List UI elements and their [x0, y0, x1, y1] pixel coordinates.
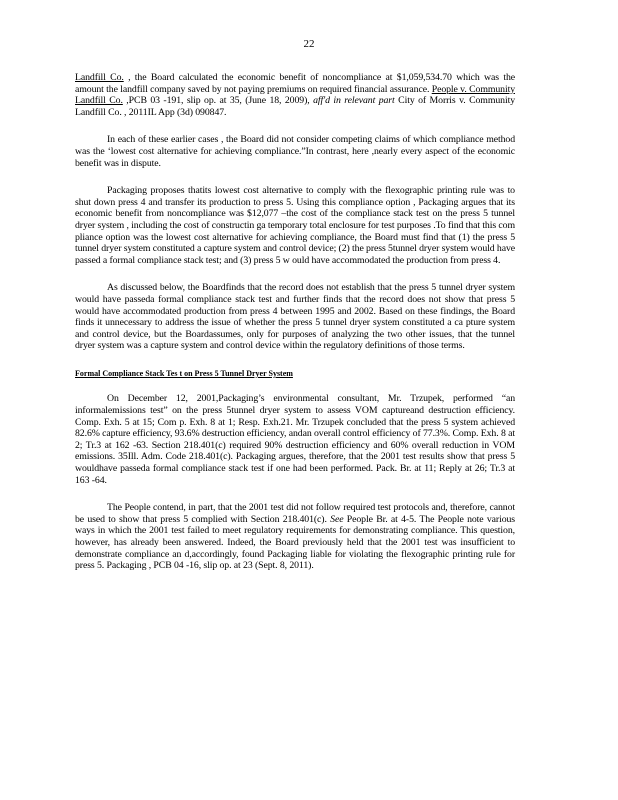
text-run: On December 12, 2001,Packaging’s environmental consultant, Mr. Trzupek, performed “an informalemissions test” on the press 5tunnel dryer system to assess VOM captureand destruction efficiency. Comp. Exh. 5 at 15; Com p. Exh. 8 at 1; Resp. Exh.21. Mr. Trzupek concluded that the press 5 system achieved 82.6% capture efficiency, 93.6% destruction efficiency, andan overall control efficiency of 77.3%. Comp. Exh. 8 at 2; Tr.3 at 162 -63. Section 218.401(c) required 90% destruction efficiency and 60% overall reduction in VOM emissions. 35Ill. Adm. Code 218.401(c). Packaging argues, therefore, that the 2001 test results show that press 5 wouldhave passeda formal compliance stack test if one had been performed. Pack. Br. at 11; Reply at 26; Tr.3 at 163 -64. [75, 393, 515, 486]
text-run: As discussed below, the Boardfinds that the record does not establish that the press 5 tunnel dryer system would have passeda formal compliance stack test and further finds that the record does not show that press 5 would have accommodated production from press 4 between 1995 and 2002. Based on these findings, the Board finds it unnecessary to address the issue of whether the press 5 tunnel dryer system constituted a ca pture system and control device, but the Boardassumes, only for purposes of analyzing the two other issues, that the tunnel dryer system was a capture system and control device within the regulatory definitions of those terms. [75, 282, 515, 352]
italic-signal: See [330, 513, 344, 525]
text-run: , the Board calculated the economic benefit of noncompliance at $1,059,534.70 which was the amount the landfill company saved by not paying premiums on required financial assurance. [75, 72, 515, 95]
page-number: 22 [303, 38, 315, 50]
document-body [75, 72, 515, 588]
paragraph [75, 282, 515, 352]
paragraph [75, 393, 515, 486]
text-run: ,PCB 03 -191, slip op. at 35, (June 18, 2009), [122, 95, 314, 107]
paragraph [75, 72, 515, 118]
text-run: Packaging proposes thatits lowest cost alternative to comply with the flexographic printing rule was to shut down press 4 and transfer its production to press 5. Using this compliance option , Packaging argues that its economic benefit from noncompliance was $12,077 –the cost of the compliance stack test on the press 5 tunnel dryer system , including the cost of constructin ga temporary total enclosure for test purposes .To find that this com pliance option was the lowest cost alternative for achieving compliance, the Board must find that (1) the press 5 tunnel dryer system constituted a capture system and control device; (2) the press 5tunnel dryer system would have passed a formal compliance stack test; and (3) press 5 w ould have accommodated the production from press 4. [75, 185, 515, 266]
italic-signal: aff'd in relevant part [313, 95, 395, 107]
text-run: City of Morris v. Community Landfill Co. , 2011IL App (3d) 090847. [75, 95, 515, 118]
text-run: Formal Compliance Stack Tes t on Press 5 Tunnel Dryer System [75, 368, 293, 378]
paragraph [75, 185, 515, 266]
text-run: The People contend, in part, that the 2001 test did not follow required test protocols and, therefore, cannot be used to show that press 5 complied with Section 218.401(c). [75, 502, 515, 525]
underlined-citation: Landfill Co. [75, 72, 124, 83]
text-run: People Br. at 4-5. The People note various ways in which the 2001 test failed to meet regulatory requirements for demonstrating compliance. This question, however, has already been answered. Indeed, the Board previously held that the 2001 test was insufficient to demonstrate compliance an d,accordingly, found Packaging liable for violating the flexographic printing rule for press 5. Packaging , PCB 04 -16, slip op. at 23 (Sept. 8, 2011). [75, 513, 516, 572]
underlined-citation: People v. Community Landfill Co. [75, 83, 515, 107]
text-run: In each of these earlier cases , the Board did not consider competing claims of which compliance method was the ‘lowest cost alternative for achieving compliance.”In contrast, here ,nearly every aspect of the economic benefit was in dispute. [75, 134, 515, 169]
paragraph [75, 134, 515, 169]
section-heading [75, 368, 515, 380]
paragraph [75, 502, 515, 572]
